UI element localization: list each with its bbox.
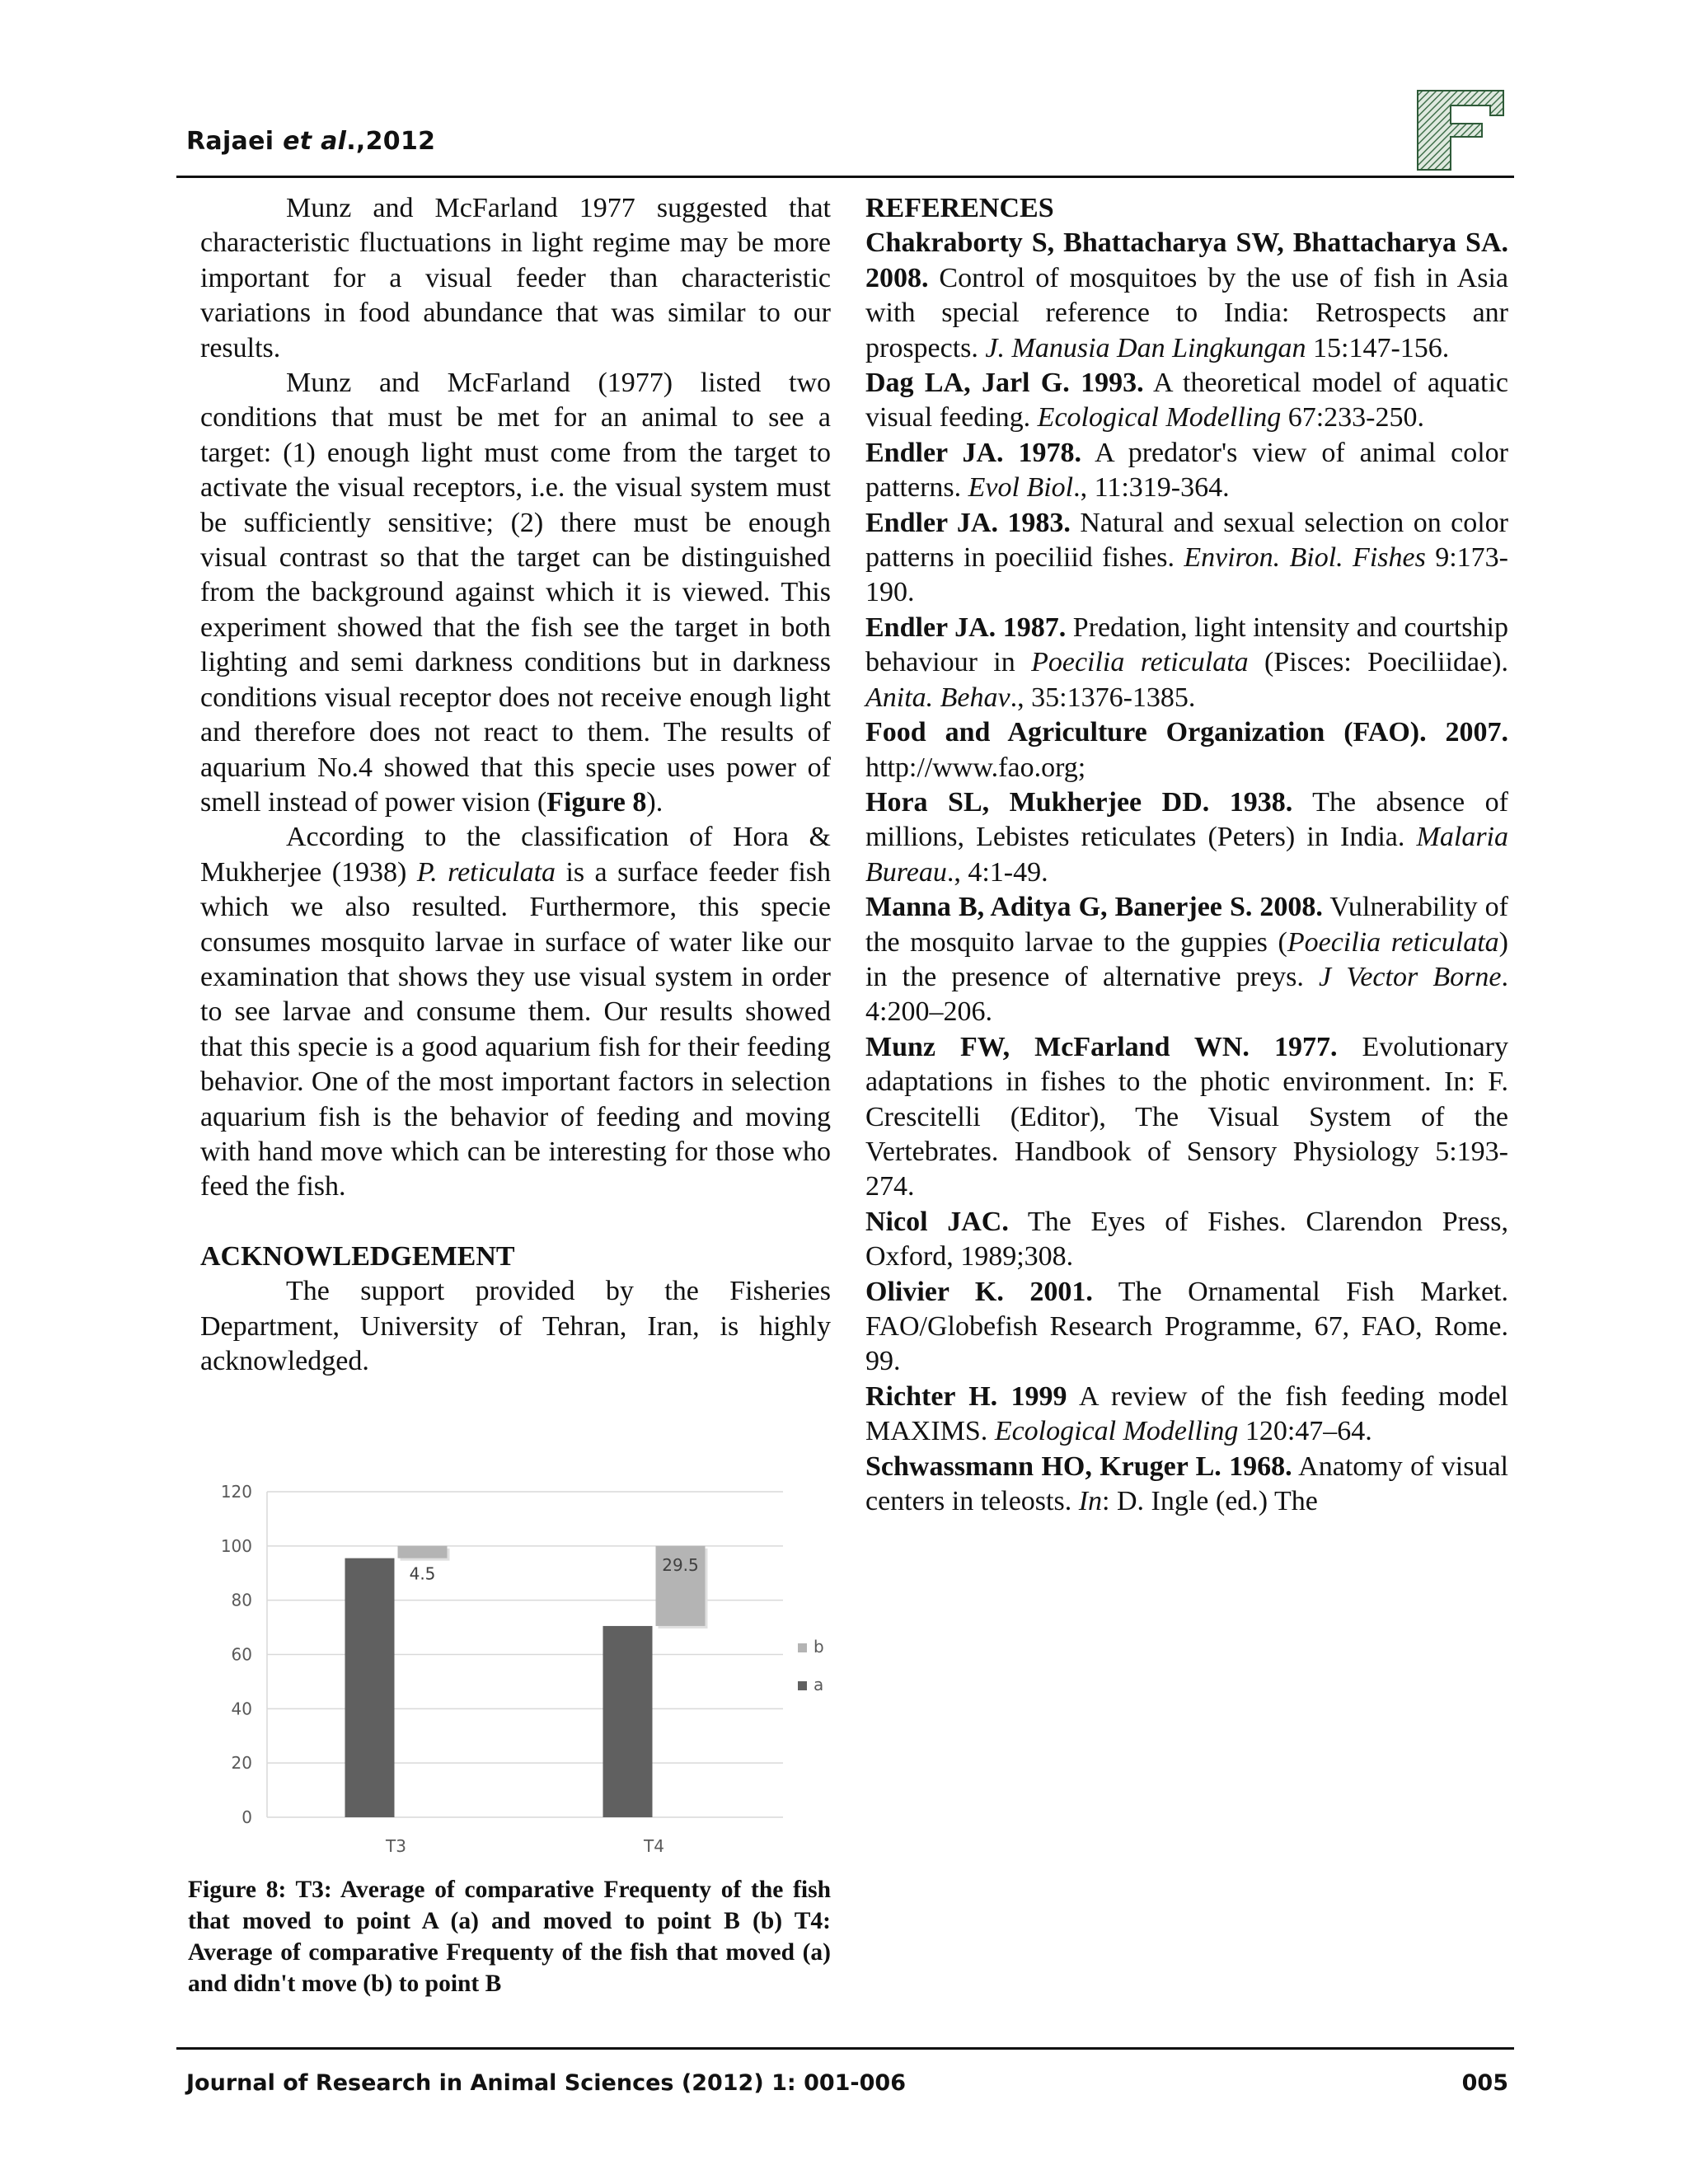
figure-8-chart bbox=[203, 1467, 829, 1871]
reference-text: 120:47–64. bbox=[1238, 1416, 1372, 1447]
paragraph-2-text: Munz and McFarland (1977) listed two conditions that must be met for an animal to see a target: (1) enough light must come from the target to activate the visual receptors, i.e. the visual system must be sufficiently sensitive; (2) there must be enough visual contrast so that the target can be distinguished from the background against which it is viewed. This experiment showed that the fish see the target in both lighting and semi darkness conditions but in darkness conditions visual receptor does not receive enough light and therefore does not react to them. The results of aquarium No.4 showed that this specie uses power of smell instead of power vision ( bbox=[200, 368, 831, 818]
chart-x-ticks bbox=[385, 1836, 664, 1856]
logo-letter: F bbox=[1411, 87, 1412, 88]
data-label: 4.5 bbox=[409, 1563, 436, 1584]
reference-text: ., 4:1-49. bbox=[946, 856, 1048, 888]
legend-swatch-b bbox=[798, 1643, 807, 1652]
y-tick-label: 60 bbox=[231, 1644, 252, 1665]
reference-author: Endler JA. 1983. bbox=[865, 507, 1071, 538]
paragraph-3 bbox=[200, 820, 831, 1204]
reference-text: (Pisces: Poeciliidae). bbox=[1248, 647, 1508, 678]
reference-author: Food and Agriculture Organization (FAO). 2007. bbox=[865, 717, 1508, 748]
reference-text: ) in the presence of alternative preys. bbox=[865, 926, 1508, 992]
reference-item bbox=[865, 226, 1508, 366]
y-tick-label: 20 bbox=[231, 1753, 252, 1774]
reference-journal: Poecilia reticulata bbox=[1287, 926, 1499, 958]
y-tick-label: 120 bbox=[220, 1482, 252, 1502]
reference-text: A theoretical model of aquatic visual feeding. bbox=[865, 368, 1508, 434]
legend-label: b bbox=[814, 1637, 824, 1657]
reference-journal: J. Manusia Dan Lingkungan bbox=[985, 332, 1306, 363]
figure-caption: Figure 8: T3: Average of comparative Frequenty of the fish that moved to point A (a) and moved to point B (b) T4: Average of comparative Frequenty of the fish that moved (a) and didn't move (b) to point B bbox=[188, 1877, 831, 1997]
reference-journal: Evol Biol bbox=[968, 472, 1074, 504]
reference-text: ., 11:319-364. bbox=[1073, 472, 1230, 504]
reference-text: Vulnerability of the mosquito larvae to the guppies ( bbox=[865, 892, 1508, 958]
x-tick-label: T4 bbox=[644, 1836, 664, 1856]
header-author-name: Rajaei bbox=[186, 127, 274, 156]
footer-rule bbox=[176, 2047, 1514, 2050]
data-label: 29.5 bbox=[662, 1554, 699, 1575]
chart-bars bbox=[345, 1546, 708, 1817]
bar-a-T3 bbox=[345, 1558, 395, 1817]
reference-journal: Poecilia reticulata bbox=[1031, 647, 1249, 678]
reference-author: Munz FW, McFarland WN. 1977. bbox=[865, 1031, 1338, 1062]
y-tick-label: 80 bbox=[231, 1590, 252, 1610]
references-heading: REFERENCES bbox=[865, 193, 1054, 223]
reference-text: 9:173-190. bbox=[865, 542, 1508, 608]
legend-swatch-a bbox=[798, 1681, 807, 1690]
reference-text: http://www.fao.org; bbox=[865, 752, 1086, 783]
reference-text: The Eyes of Fishes. Clarendon Press, Oxford, 1989;308. bbox=[865, 1206, 1508, 1272]
acknowledgement-heading: ACKNOWLEDGEMENT bbox=[200, 1240, 515, 1272]
reference-author: Olivier K. 2001. bbox=[865, 1276, 1093, 1307]
reference-text: A predator's view of animal color patterns. bbox=[865, 437, 1508, 504]
reference-text: Anatomy of visual centers in teleosts. bbox=[865, 1451, 1509, 1517]
figure-8-ref: Figure 8 bbox=[546, 786, 647, 818]
reference-item bbox=[865, 1205, 1508, 1275]
reference-journal: Environ. Biol. Fishes bbox=[1184, 542, 1426, 574]
x-tick-label: T3 bbox=[386, 1836, 406, 1856]
reference-author: Endler JA. 1987. bbox=[865, 612, 1067, 643]
reference-item bbox=[865, 611, 1508, 715]
reference-journal: In bbox=[1078, 1486, 1103, 1517]
reference-text: 67:233-250. bbox=[1281, 402, 1424, 434]
reference-list bbox=[865, 226, 1508, 1519]
running-header-author bbox=[186, 127, 435, 156]
reference-journal: Anita. Behav bbox=[865, 682, 1010, 713]
header-etal: et al bbox=[283, 127, 347, 156]
reference-text: . 4:200–206. bbox=[865, 961, 1508, 1028]
reference-item bbox=[865, 890, 1508, 1030]
reference-item bbox=[865, 366, 1508, 436]
reference-item bbox=[865, 1275, 1508, 1380]
legend-label: a bbox=[814, 1675, 824, 1694]
y-tick-label: 100 bbox=[220, 1535, 252, 1556]
reference-item bbox=[865, 436, 1508, 506]
reference-item bbox=[865, 715, 1508, 785]
reference-item bbox=[865, 1380, 1508, 1450]
reference-journal: Malaria Bureau bbox=[865, 822, 1508, 888]
reference-text: Natural and sexual selection on color patterns in poeciliid fishes. bbox=[865, 507, 1508, 574]
reference-author: Richter H. 1999 bbox=[865, 1380, 1067, 1412]
species-name: P. reticulata bbox=[416, 856, 556, 888]
reference-author: Nicol JAC. bbox=[865, 1206, 1009, 1237]
reference-author: Schwassmann HO, Kruger L. 1968. bbox=[865, 1451, 1292, 1482]
paragraph-1: Munz and McFarland 1977 suggested that characteristic fluctuations in light regime may be more important for a visual feeder than characteristic variations in food abundance that was similar to our results. bbox=[200, 193, 831, 363]
reference-item bbox=[865, 506, 1508, 611]
bar-a-T4 bbox=[603, 1626, 653, 1817]
reference-item bbox=[865, 1450, 1508, 1520]
reference-text: A review of the fish feeding model MAXIMS. bbox=[865, 1380, 1508, 1447]
chart-legend bbox=[798, 1637, 824, 1694]
footer-page-number: 005 bbox=[1461, 2070, 1508, 2096]
y-tick-label: 40 bbox=[231, 1699, 252, 1719]
reference-item bbox=[865, 1030, 1508, 1205]
chart-y-ticks bbox=[221, 1482, 252, 1827]
reference-text: The absence of millions, Lebistes reticulates (Peters) in India. bbox=[865, 786, 1508, 853]
reference-author: Hora SL, Mukherjee DD. 1938. bbox=[865, 786, 1293, 818]
reference-item bbox=[865, 785, 1508, 890]
header-year: .,2012 bbox=[346, 127, 436, 156]
reference-author: Endler JA. 1978. bbox=[865, 437, 1081, 468]
left-column bbox=[200, 191, 831, 1379]
journal-logo-icon bbox=[1411, 87, 1507, 173]
header-rule bbox=[176, 176, 1514, 178]
chart-gridlines bbox=[267, 1492, 783, 1817]
references-column bbox=[865, 191, 1508, 1519]
reference-journal: J Vector Borne bbox=[1319, 961, 1502, 992]
reference-text: Predation, light intensity and courtship behaviour in bbox=[865, 612, 1508, 678]
reference-author: Chakraborty S, Bhattacharya SW, Bhattacharya SA. 2008. bbox=[865, 227, 1508, 293]
reference-author: Dag LA, Jarl G. 1993. bbox=[865, 368, 1144, 399]
acknowledgement-text: The support provided by the Fisheries Department, University of Tehran, Iran, is highly acknowledged. bbox=[200, 1276, 831, 1376]
paragraph-2 bbox=[200, 366, 831, 820]
reference-journal: Ecological Modelling bbox=[994, 1416, 1239, 1447]
reference-journal: Ecological Modelling bbox=[1037, 402, 1282, 434]
paragraph-3-text-b: is a surface feeder fish which we also resulted. Furthermore, this specie consumes mosquito larvae in surface of water like our examination that shows they use visual system in order to see larvae and consume them. Our results showed that this specie is a good aquarium fish for their feeding behavior. One of the most important factors in selection aquarium fish is the behavior of feeding and moving with hand move which can be interesting for those who feed the fish. bbox=[200, 856, 831, 1202]
reference-text: Evolutionary adaptations in fishes to the photic environment. In: F. Crescitelli (Editor), The Visual System of the Vertebrates. Handbook of Sensory Physiology 5:193-274. bbox=[865, 1031, 1508, 1202]
reference-text: 15:147-156. bbox=[1306, 332, 1450, 363]
y-tick-label: 0 bbox=[241, 1807, 252, 1827]
reference-text: The Ornamental Fish Market. FAO/Globefish Research Programme, 67, FAO, Rome. 99. bbox=[865, 1276, 1508, 1377]
paragraph-2-end: ). bbox=[646, 786, 663, 818]
footer-journal: Journal of Research in Animal Sciences (2012) 1: 001-006 bbox=[186, 2070, 906, 2096]
reference-author: Manna B, Aditya G, Banerjee S. 2008. bbox=[865, 892, 1323, 923]
reference-text: ., 35:1376-1385. bbox=[1010, 682, 1196, 713]
reference-text: Control of mosquitoes by the use of fish in Asia with special reference to India: Retrospects anr prospects. bbox=[865, 262, 1508, 363]
paragraph-3-text-a: According to the classification of Hora & Mukherjee (1938) bbox=[200, 822, 831, 888]
bar-b-T3 bbox=[398, 1546, 448, 1558]
reference-text: : D. Ingle (ed.) The bbox=[1102, 1486, 1318, 1517]
